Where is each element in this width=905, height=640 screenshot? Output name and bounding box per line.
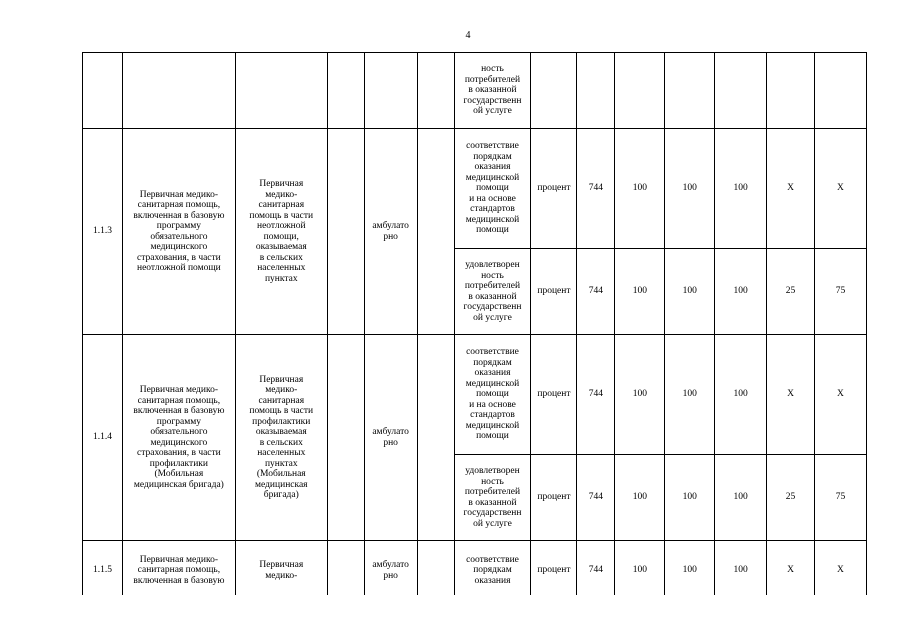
indicator-v5-cell [814,53,866,129]
empty-cell [417,53,454,129]
table-row [83,53,867,129]
service-form-cell [364,53,417,129]
service-name-cell [122,53,235,129]
indicator-v1-cell: 100 [615,129,665,249]
indicator-name-cell: удовлетворен ность потребителей в оказанной государственн ой услуге [454,249,531,335]
indicator-v1-cell: 100 [615,455,665,541]
indicator-v3-cell: 100 [715,455,767,541]
indicator-v3-cell: 100 [715,541,767,596]
service-content-cell: Первичная медико- [235,541,327,596]
indicator-v2-cell: 100 [665,335,715,455]
indicator-v2-cell: 100 [665,249,715,335]
indicator-v5-cell: X [814,335,866,455]
service-content-cell: Первичная медико- санитарная помощь в части профилактики оказываемая в сельских населенных пунктах (Мобильная медицинская бригада) [235,335,327,541]
indicator-v1-cell [615,53,665,129]
empty-cell [417,541,454,596]
row-code-cell: 1.1.3 [83,129,123,335]
service-name-cell: Первичная медико- санитарная помощь, включенная в базовую [122,541,235,596]
table-row [83,129,867,249]
indicator-okei-cell [577,53,615,129]
service-content-cell: Первичная медико- санитарная помощь в части неотложной помощи, оказываемая в сельских населенных пунктах [235,129,327,335]
service-name-cell: Первичная медико- санитарная помощь, включенная в базовую программу обязательного медицинского страхования, в части профилактики (Мобильная медицинская бригада) [122,335,235,541]
indicator-name-cell: удовлетворен ность потребителей в оказанной государственн ой услуге [454,455,531,541]
indicator-v1-cell: 100 [615,335,665,455]
empty-cell [417,335,454,541]
empty-cell [327,541,364,596]
indicator-v4-cell: X [767,129,815,249]
indicator-unit-cell [531,53,577,129]
service-name-cell: Первичная медико- санитарная помощь, включенная в базовую программу обязательного медицинского страхования, в части неотложной помощи [122,129,235,335]
indicator-v4-cell: X [767,541,815,596]
row-code-cell: 1.1.5 [83,541,123,596]
indicator-okei-cell: 744 [577,541,615,596]
indicator-v5-cell: 75 [814,455,866,541]
indicator-unit-cell: процент [531,129,577,249]
indicator-v3-cell [715,53,767,129]
empty-cell [327,335,364,541]
services-table [82,52,867,595]
indicator-v4-cell: 25 [767,249,815,335]
service-form-cell: амбулато рно [364,335,417,541]
indicator-v1-cell: 100 [615,249,665,335]
indicator-name-cell: соответствие порядкам оказания медицинской помощи и на основе стандартов медицинской помощи [454,335,531,455]
indicator-okei-cell: 744 [577,335,615,455]
document-sheet [82,52,867,595]
indicator-v3-cell: 100 [715,129,767,249]
indicator-v5-cell: 75 [814,249,866,335]
indicator-v2-cell [665,53,715,129]
indicator-okei-cell: 744 [577,249,615,335]
indicator-v5-cell: X [814,541,866,596]
indicator-name-cell: ность потребителей в оказанной государственн ой услуге [454,53,531,129]
indicator-v3-cell: 100 [715,335,767,455]
page-number: 4 [465,30,471,41]
indicator-v4-cell: X [767,335,815,455]
indicator-v2-cell: 100 [665,129,715,249]
service-form-cell: амбулато рно [364,129,417,335]
empty-cell [327,53,364,129]
row-code-cell [83,53,123,129]
indicator-name-cell: соответствие порядкам оказания [454,541,531,596]
row-code-cell: 1.1.4 [83,335,123,541]
empty-cell [417,129,454,335]
indicator-okei-cell: 744 [577,129,615,249]
indicator-unit-cell: процент [531,249,577,335]
service-form-cell: амбулато рно [364,541,417,596]
indicator-okei-cell: 744 [577,455,615,541]
indicator-unit-cell: процент [531,335,577,455]
indicator-unit-cell: процент [531,541,577,596]
indicator-v1-cell: 100 [615,541,665,596]
empty-cell [327,129,364,335]
table-row [83,335,867,455]
indicator-v5-cell: X [814,129,866,249]
indicator-v2-cell: 100 [665,455,715,541]
indicator-v4-cell [767,53,815,129]
indicator-v3-cell: 100 [715,249,767,335]
indicator-v2-cell: 100 [665,541,715,596]
indicator-name-cell: соответствие порядкам оказания медицинской помощи и на основе стандартов медицинской помощи [454,129,531,249]
indicator-unit-cell: процент [531,455,577,541]
indicator-v4-cell: 25 [767,455,815,541]
service-content-cell [235,53,327,129]
table-row [83,541,867,596]
